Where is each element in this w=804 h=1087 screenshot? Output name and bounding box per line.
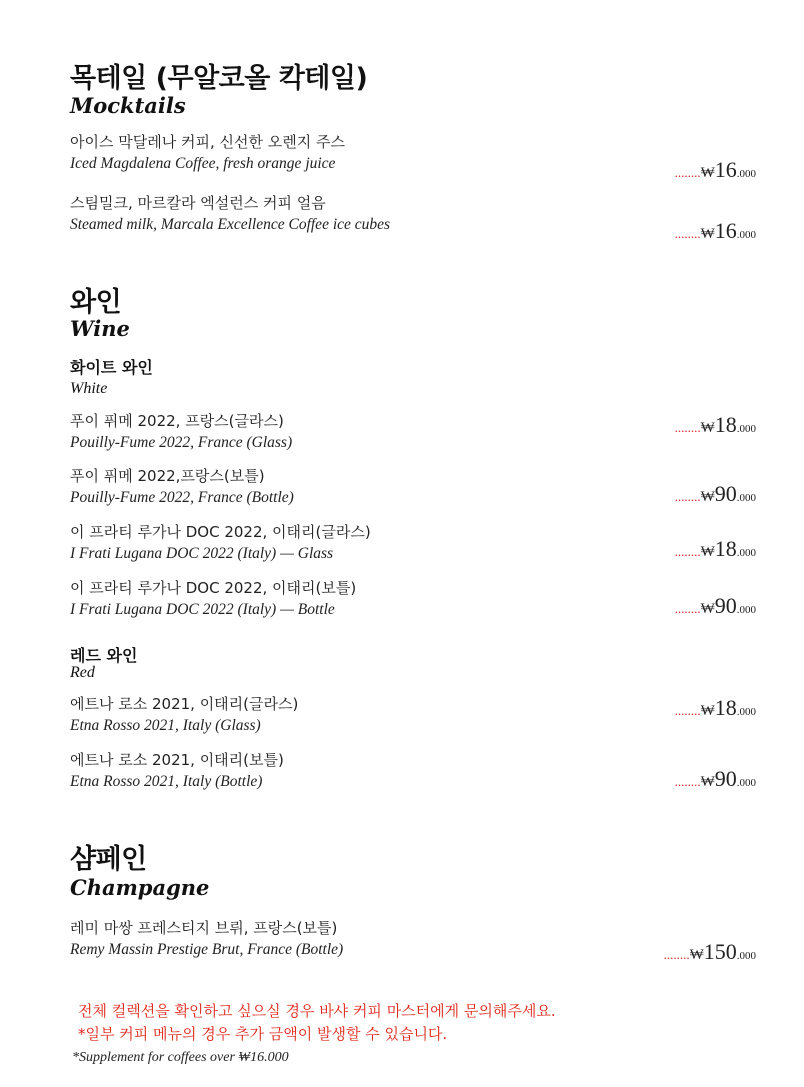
champagne-title-ko: 샴페인 — [70, 844, 147, 875]
item-name-en: Pouilly-Fume 2022, France (Bottle) — [70, 489, 294, 506]
currency-symbol: ₩ — [700, 489, 715, 505]
item-price — [675, 157, 756, 183]
item-name-en: Remy Massin Prestige Brut, France (Bottle) — [70, 941, 344, 958]
item-name-en: Steamed milk, Marcala Excellence Coffee ice cubes — [70, 216, 391, 233]
price-main: 90 — [714, 593, 737, 618]
menu-item — [70, 917, 770, 969]
white-wine-title-en: White — [70, 380, 108, 397]
item-name-ko: 푸이 퓌메 2022, 프랑스(글라스) — [70, 412, 284, 430]
price-small: .000 — [736, 950, 756, 962]
wine-title-en: Wine — [70, 316, 130, 341]
red-wine-title-en: Red — [70, 664, 95, 681]
item-name-en: I Frati Lugana DOC 2022 (Italy) — Glass — [70, 545, 334, 562]
item-name-ko: 에트나 로소 2021, 이태리(보틀) — [70, 751, 284, 769]
item-name-en: I Frati Lugana DOC 2022 (Italy) — Bottle — [70, 601, 335, 618]
price-small: .000 — [736, 604, 756, 616]
price-leader-dots: ........ — [674, 226, 701, 241]
wine-title-ko: 와인 — [70, 287, 122, 318]
price-leader-dots: ........ — [674, 544, 701, 559]
mocktails-title-en: Mocktails — [70, 93, 186, 118]
menu-item — [70, 693, 770, 745]
item-price — [664, 939, 756, 965]
supplement-note-ko: *일부 커피 메뉴의 경우 추가 금액이 발생할 수 있습니다. — [78, 1025, 448, 1043]
item-name-ko: 아이스 막달레나 커피, 신선한 오렌지 주스 — [70, 133, 345, 151]
item-name-en: Etna Rosso 2021, Italy (Bottle) — [70, 773, 263, 790]
item-price — [675, 536, 756, 562]
price-main: 18 — [714, 695, 737, 720]
price-main: 16 — [714, 218, 737, 243]
price-leader-dots: ........ — [674, 601, 701, 616]
item-name-en: Iced Magdalena Coffee, fresh orange juice — [70, 155, 336, 172]
item-name-ko: 레미 마쌍 프레스티지 브뤼, 프랑스(보틀) — [70, 919, 338, 937]
menu-item — [70, 749, 770, 801]
item-name-ko: 이 프라티 루가나 DOC 2022, 이태리(보틀) — [70, 579, 357, 597]
price-small: .000 — [736, 777, 756, 789]
item-price — [675, 593, 756, 619]
item-price — [675, 481, 756, 507]
currency-symbol: ₩ — [689, 947, 704, 963]
currency-symbol: ₩ — [700, 420, 715, 436]
item-price — [675, 412, 756, 438]
menu-item — [70, 410, 770, 462]
menu-item — [70, 577, 770, 629]
price-small: .000 — [736, 706, 756, 718]
currency-symbol: ₩ — [700, 544, 715, 560]
mocktails-title-ko: 목테일 (무알코올 칵테일) — [70, 63, 368, 94]
currency-symbol: ₩ — [700, 165, 715, 181]
item-price — [675, 695, 756, 721]
white-wine-title-ko: 화이트 와인 — [70, 358, 153, 377]
menu-item — [70, 192, 770, 244]
price-small: .000 — [736, 423, 756, 435]
currency-symbol: ₩ — [700, 601, 715, 617]
price-main: 90 — [714, 766, 737, 791]
price-small: .000 — [736, 547, 756, 559]
price-leader-dots: ........ — [674, 165, 701, 180]
price-leader-dots: ........ — [674, 420, 701, 435]
price-leader-dots: ........ — [674, 774, 701, 789]
supplement-note-en: *Supplement for coffees over ₩16.000 — [72, 1050, 289, 1065]
item-name-ko: 스팀밀크, 마르칼라 엑설런스 커피 얼음 — [70, 194, 326, 212]
menu-item — [70, 521, 770, 573]
item-name-en: Etna Rosso 2021, Italy (Glass) — [70, 717, 261, 734]
item-price — [675, 766, 756, 792]
item-name-en: Pouilly-Fume 2022, France (Glass) — [70, 434, 293, 451]
menu-item — [70, 465, 770, 517]
price-small: .000 — [736, 168, 756, 180]
price-small: .000 — [736, 229, 756, 241]
price-leader-dots: ........ — [674, 489, 701, 504]
champagne-title-en: Champagne — [70, 875, 210, 900]
price-main: 90 — [714, 481, 737, 506]
currency-symbol: ₩ — [700, 774, 715, 790]
item-name-ko: 에트나 로소 2021, 이태리(글라스) — [70, 695, 299, 713]
collection-note: 전체 컬렉션을 확인하고 싶으실 경우 바샤 커피 마스터에게 문의해주세요. — [78, 1002, 556, 1020]
price-leader-dots: ........ — [674, 703, 701, 718]
currency-symbol: ₩ — [700, 226, 715, 242]
price-small: .000 — [736, 492, 756, 504]
price-main: 18 — [714, 536, 737, 561]
item-name-ko: 이 프라티 루가나 DOC 2022, 이태리(글라스) — [70, 523, 371, 541]
item-price — [675, 218, 756, 244]
red-wine-title-ko: 레드 와인 — [70, 646, 138, 665]
price-leader-dots: ........ — [663, 947, 690, 962]
price-main: 16 — [714, 157, 737, 182]
price-main: 18 — [714, 412, 737, 437]
currency-symbol: ₩ — [700, 703, 715, 719]
menu-item — [70, 131, 770, 183]
price-main: 150 — [703, 939, 737, 964]
item-name-ko: 푸이 퓌메 2022,프랑스(보틀) — [70, 467, 265, 485]
